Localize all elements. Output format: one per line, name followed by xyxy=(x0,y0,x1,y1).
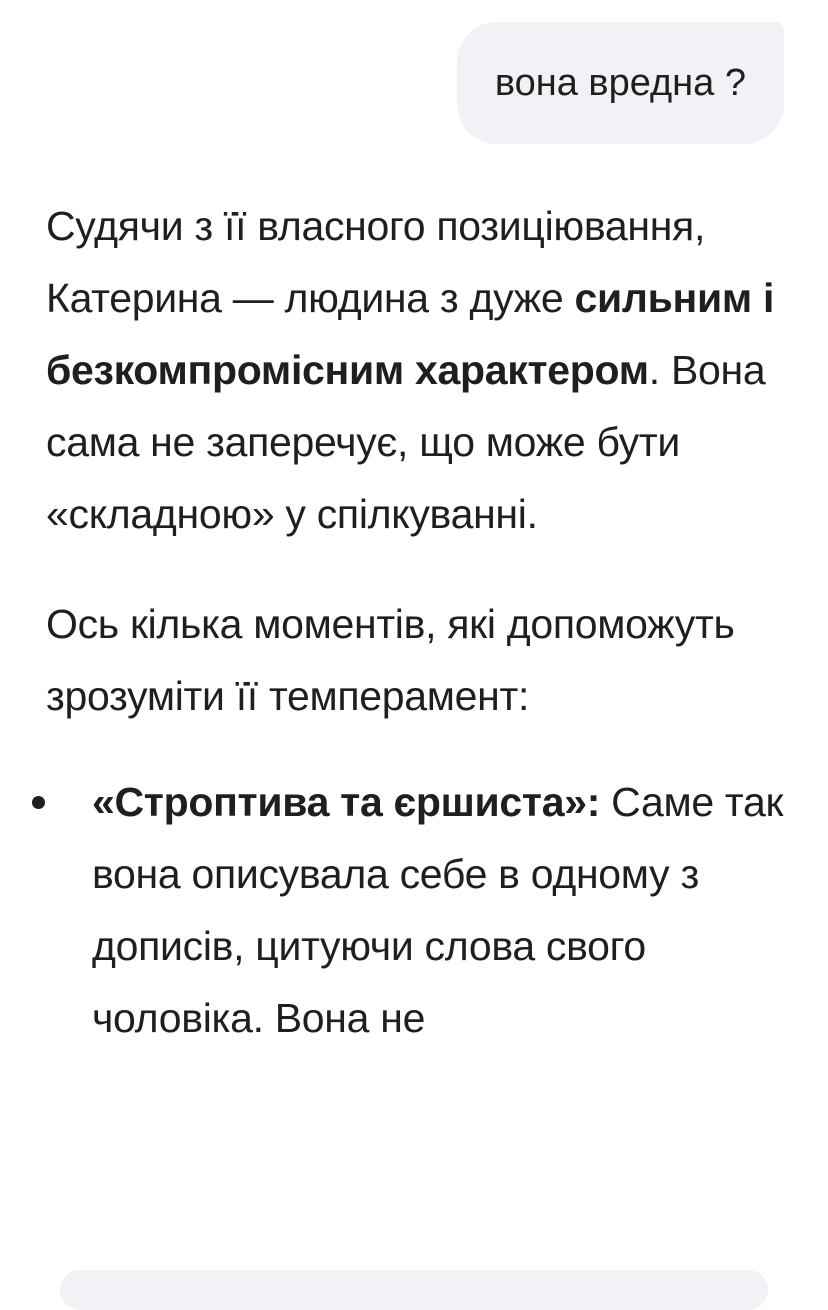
response-paragraph-1 xyxy=(46,190,786,550)
assistant-response xyxy=(46,190,786,1054)
bullet-title: «Строптива та єршиста»: xyxy=(92,779,601,825)
user-message-text: вона вредна ? xyxy=(494,61,746,104)
response-bullet-list xyxy=(46,766,786,1054)
response-paragraph-1-bold: сильним і безкомпромісним характером xyxy=(46,275,775,393)
response-paragraph-1-text-a: Судячи з її власного позиціювання, Катерина — людина з дуже xyxy=(46,203,706,321)
input-bar-edge xyxy=(60,1270,768,1310)
response-paragraph-2: Ось кілька моментів, які допоможуть зрозуміти її темперамент: xyxy=(46,601,735,719)
bullet-icon xyxy=(32,796,45,809)
response-paragraph-1-text-b: . Вона сама не заперечує, що може бути «складною» у спілкуванні. xyxy=(46,347,766,537)
list-item xyxy=(46,766,786,1054)
bullet-text: Саме так вона описувала себе в одному з дописів, цитуючи слова свого чоловіка. Вона не xyxy=(92,779,784,1041)
user-message-bubble xyxy=(457,22,784,144)
